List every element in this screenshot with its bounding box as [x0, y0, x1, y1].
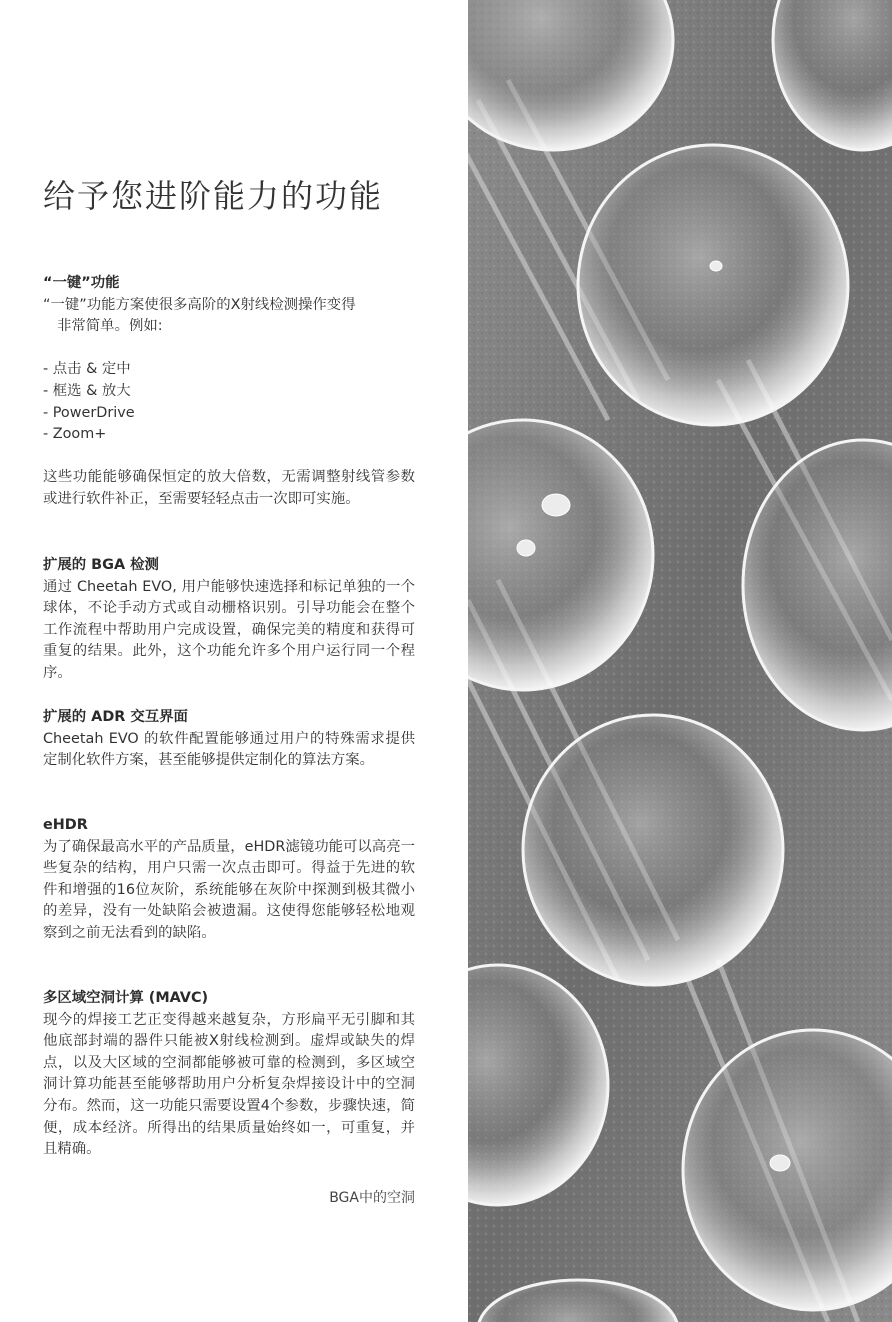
section-mavc [43, 988, 415, 1161]
feature-list [43, 359, 415, 445]
section-body-line: 非常简单。例如: [57, 318, 163, 335]
section-bga [43, 555, 415, 685]
section-body: Cheetah EVO 的软件配置能够通过用户的特殊需求提供定制化软件方案，甚至能够提供定制化的算法方案。 [43, 730, 415, 769]
xray-illustration [468, 0, 892, 1322]
spacer [43, 446, 415, 468]
section-heading: 扩展的 ADR 交互界面 [43, 709, 188, 725]
list-item: - 点击 & 定中 [43, 361, 131, 378]
page-title: 给予您进阶能力的功能 [43, 177, 384, 215]
section-body: 通过 Cheetah EVO, 用户能够快速选择和标记单独的一个球体，不论手动方式或自动栅格识别。引导功能会在整个工作流程中帮助用户完成设置，确保完美的精度和获得可重复的结果。此外，这个功能允许多个用户运行同一个程序。 [43, 578, 415, 681]
spacer [43, 338, 415, 360]
section-adr [43, 707, 415, 772]
section-heading: “一键”功能 [43, 275, 120, 291]
section-body: 为了确保最高水平的产品质量，eHDR滤镜功能可以高亮一些复杂的结构，用户只需一次点击即可。得益于先进的软件和增强的16位灰阶，系统能够在灰阶中探测到极其微小的差异，没有一处缺陷会被遗漏。这使得您能够轻松地观察到之前无法看到的缺陷。 [43, 838, 415, 941]
image-caption: BGA中的空洞 [329, 1190, 415, 1206]
list-item: - PowerDrive [43, 404, 135, 421]
section-heading: eHDR [43, 817, 88, 833]
text-column [43, 0, 415, 1322]
section-heading: 多区域空洞计算 (MAVC) [43, 990, 209, 1006]
bga-xray-photo [468, 0, 892, 1322]
section-ehdr [43, 815, 415, 945]
list-item: - 框选 & 放大 [43, 382, 131, 399]
section-body-line: “一键”功能方案使很多高阶的X射线检测操作变得 [43, 296, 356, 313]
section-body: 现今的焊接工艺正变得越来越复杂，方形扁平无引脚和其他底部封端的器件只能被X射线检测到。虚焊或缺失的焊点，以及大区域的空洞都能够被可靠的检测到，多区域空洞计算功能甚至能够帮助用户分析复杂焊接设计中的空洞分布。然而，这一功能只需要设置4个参数，步骤快速，简便，成本经济。所得出的结果质量始终如一，可重复，并且精确。 [43, 1011, 415, 1158]
section-one-click [43, 273, 415, 511]
list-item: - Zoom+ [43, 426, 107, 443]
section-note: 这些功能能够确保恒定的放大倍数，无需调整射线管参数或进行软件补正，至需要轻轻点击一次即可实施。 [43, 469, 415, 507]
section-heading: 扩展的 BGA 检测 [43, 557, 159, 573]
